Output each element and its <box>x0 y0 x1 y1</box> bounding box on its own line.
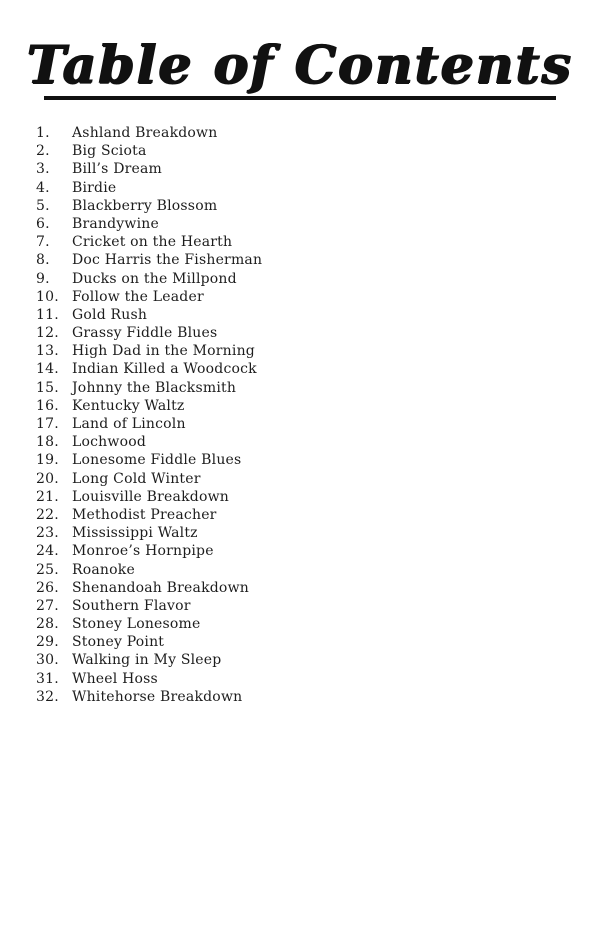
toc-entry <box>0 488 262 506</box>
toc-entry-title: Roanoke <box>72 561 135 578</box>
toc-entry <box>0 506 262 524</box>
toc-entry-number: 29. <box>36 634 59 651</box>
toc-entry <box>0 379 262 397</box>
toc-entry-number: 22. <box>36 506 59 523</box>
toc-entry-title: High Dad in the Morning <box>72 343 255 360</box>
toc-entry <box>0 142 262 160</box>
toc-entry <box>0 124 262 142</box>
toc-entry-number: 11. <box>36 306 59 323</box>
toc-entry-title: Lonesome Fiddle Blues <box>72 452 242 469</box>
toc-entry <box>0 251 262 269</box>
toc-entry <box>0 360 262 378</box>
toc-entry-title: Lochwood <box>72 434 146 451</box>
toc-entry-title: Bill’s Dream <box>72 161 163 178</box>
toc-entry-title: Wheel Hoss <box>72 670 158 687</box>
toc-entry-title: Walking in My Sleep <box>72 652 222 669</box>
title-underline-rule <box>44 96 556 100</box>
toc-entry-title: Indian Killed a Woodcock <box>72 361 257 378</box>
toc-entry <box>0 579 262 597</box>
toc-entry-number: 6. <box>36 215 50 232</box>
toc-entry-title: Johnny the Blacksmith <box>72 379 237 396</box>
toc-list <box>0 124 262 706</box>
toc-entry-number: 20. <box>36 470 59 487</box>
toc-entry-number: 23. <box>36 525 59 542</box>
toc-entry-number: 15. <box>36 379 59 396</box>
toc-entry-title: Grassy Fiddle Blues <box>72 325 218 342</box>
toc-entry-number: 27. <box>36 597 59 614</box>
toc-entry-number: 18. <box>36 434 59 451</box>
toc-entry <box>0 197 262 215</box>
toc-entry-title: Stoney Lonesome <box>72 616 201 633</box>
toc-entry-number: 3. <box>36 161 50 178</box>
toc-entry <box>0 433 262 451</box>
toc-entry <box>0 451 262 469</box>
toc-entry-number: 16. <box>36 397 59 414</box>
toc-entry-title: Methodist Preacher <box>72 506 217 523</box>
toc-entry <box>0 542 262 560</box>
toc-entry-title: Follow the Leader <box>72 288 204 305</box>
toc-entry-number: 1. <box>36 125 50 141</box>
toc-entry-title: Land of Lincoln <box>72 416 186 432</box>
toc-entry-title: Ducks on the Millpond <box>72 270 237 287</box>
toc-entry-title: Big Sciota <box>72 143 147 160</box>
toc-entry-number: 31. <box>36 670 59 687</box>
toc-entry <box>0 615 262 633</box>
toc-entry <box>0 342 262 360</box>
toc-entry <box>0 270 262 288</box>
page-title: Table of Contents <box>27 35 573 96</box>
toc-entry-number: 17. <box>36 416 59 432</box>
toc-entry-title: Blackberry Blossom <box>72 197 218 214</box>
toc-entry-number: 24. <box>36 543 59 560</box>
toc-entry <box>0 215 262 233</box>
toc-entry-title: Shenandoah Breakdown <box>72 579 249 596</box>
toc-entry-number: 25. <box>36 561 59 578</box>
toc-entry-number: 21. <box>36 488 59 505</box>
toc-entry <box>0 651 262 669</box>
toc-entry-title: Stoney Point <box>72 634 165 651</box>
toc-entry-title: Gold Rush <box>72 306 148 323</box>
toc-entry-title: Long Cold Winter <box>72 470 201 487</box>
toc-entry-number: 2. <box>36 143 50 160</box>
toc-entry-number: 9. <box>36 270 50 287</box>
toc-entry-title: Whitehorse Breakdown <box>72 688 243 705</box>
toc-entry <box>0 688 262 706</box>
toc-entry-title: Birdie <box>72 179 117 196</box>
toc-entry-title: Doc Harris the Fisherman <box>72 252 263 269</box>
toc-entry-number: 13. <box>36 343 59 360</box>
title-block <box>0 0 600 120</box>
toc-entry-number: 12. <box>36 325 59 342</box>
toc-entry <box>0 160 262 178</box>
toc-entry <box>0 561 262 579</box>
toc-entry-number: 26. <box>36 579 59 596</box>
toc-entry-title: Monroe’s Hornpipe <box>72 543 214 560</box>
toc-entry-number: 4. <box>36 179 50 196</box>
toc-entry <box>0 597 262 615</box>
toc-entry <box>0 397 262 415</box>
toc-entry-title: Southern Flavor <box>72 597 191 614</box>
toc-entry <box>0 670 262 688</box>
toc-entry-number: 28. <box>36 616 59 633</box>
toc-entry <box>0 233 262 251</box>
toc-entry-title: Kentucky Waltz <box>72 397 185 414</box>
toc-entry <box>0 415 262 433</box>
toc-entry <box>0 179 262 197</box>
toc-entry-number: 14. <box>36 361 59 378</box>
toc-entry-number: 32. <box>36 688 59 705</box>
toc-entry <box>0 306 262 324</box>
toc-entry <box>0 524 262 542</box>
toc-entry-number: 5. <box>36 197 50 214</box>
toc-entry <box>0 324 262 342</box>
toc-entry-number: 8. <box>36 252 50 269</box>
toc-entry <box>0 633 262 651</box>
toc-entry-title: Brandywine <box>72 215 159 232</box>
toc-entry-title: Ashland Breakdown <box>72 125 218 141</box>
toc-entry-title: Mississippi Waltz <box>72 525 198 542</box>
toc-entry-number: 30. <box>36 652 59 669</box>
toc-entry-number: 10. <box>36 288 59 305</box>
toc-entry-title: Louisville Breakdown <box>72 488 229 505</box>
toc-entry-title: Cricket on the Hearth <box>72 234 233 251</box>
toc-entry <box>0 288 262 306</box>
toc-entry-number: 7. <box>36 234 50 251</box>
toc-entry-number: 19. <box>36 452 59 469</box>
toc-entry <box>0 470 262 488</box>
